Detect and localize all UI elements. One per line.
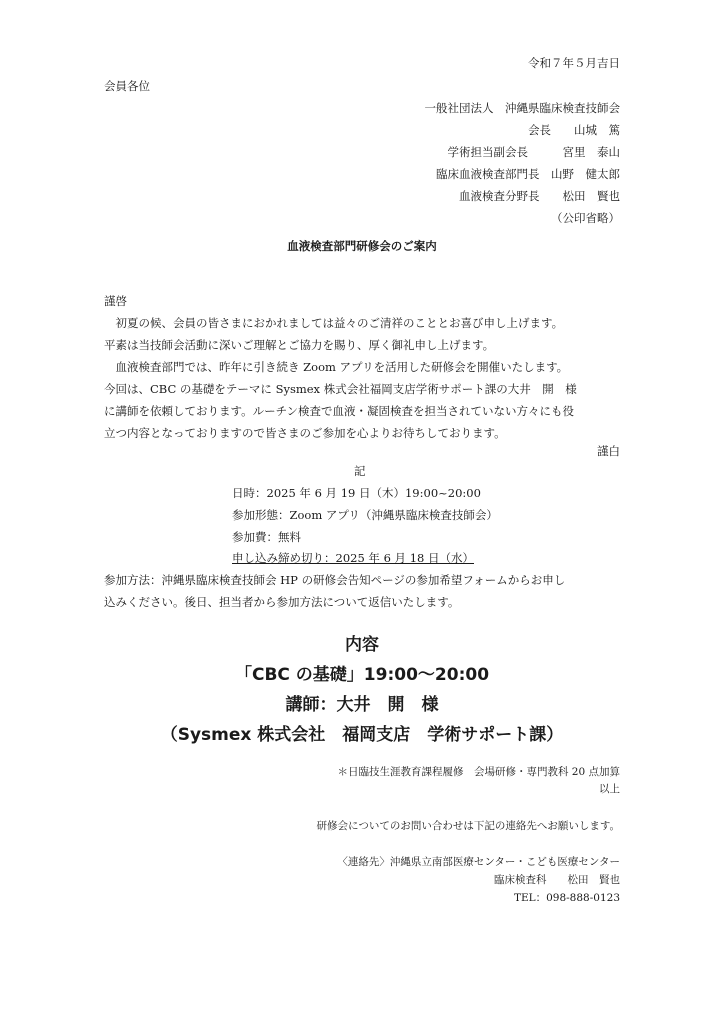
content-session: 「CBC の基礎」19:00〜20:00 bbox=[234, 665, 490, 685]
sender-field-head: 血液検査分野長 松田 賢也 bbox=[459, 189, 620, 203]
content-lecturer: 講師：大井 開 様 bbox=[285, 695, 439, 715]
body-line: 初夏の候、会員の皆さまにおかれましては益々のご清祥のこととお喜び申し上げます。 bbox=[104, 316, 564, 330]
sender-org: 一般社団法人 沖縄県臨床検査技師会 bbox=[424, 101, 620, 115]
credit-note: ＊日臨技生涯教育課程履修 会場研修・専門教科 20 点加算 bbox=[337, 766, 620, 778]
detail-datetime: 日時：2025 年 6 月 19 日（木）19:00~20:00 bbox=[232, 486, 481, 500]
ijo: 以上 bbox=[599, 783, 620, 795]
method-line: 込みください。後日、担当者から参加方法について返信いたします。 bbox=[104, 595, 460, 609]
ki-heading: 記 bbox=[354, 464, 366, 478]
detail-deadline: 申し込み締め切り：2025 年 6 月 18 日（水） bbox=[232, 551, 474, 565]
method-line: 参加方法：沖縄県臨床検査技師会 HP の研修会告知ページの参加希望フォームからお申し bbox=[104, 573, 566, 587]
inquiry-note: 研修会についてのお問い合わせは下記の連絡先へお願いします。 bbox=[316, 820, 620, 832]
content-affiliation: （Sysmex 株式会社 福岡支店 学術サポート課） bbox=[160, 725, 564, 745]
content-heading: 内容 bbox=[345, 635, 379, 655]
body-line: 立つ内容となっておりますので皆さまのご参加を心よりお待ちしております。 bbox=[104, 426, 506, 440]
body-line: 今回は、CBC の基礎をテーマに Sysmex 株式会社福岡支店学術サポート課の大井 開 様 bbox=[104, 382, 577, 396]
contact-tel: TEL：098-888-0123 bbox=[513, 892, 620, 904]
seal-omitted: （公印省略） bbox=[551, 211, 620, 225]
contact-line-1: 〈連絡先〉沖縄県立南部医療センター・こども医療センター bbox=[337, 856, 620, 868]
document-date: 令和７年５月吉日 bbox=[528, 56, 620, 70]
opening-salutation: 謹啓 bbox=[104, 294, 127, 308]
sender-vp: 学術担当副会長 宮里 泰山 bbox=[447, 145, 620, 159]
document-title: 血液検査部門研修会のご案内 bbox=[287, 239, 437, 253]
body-line: に講師を依頼しております。ルーチン検査で血液・凝固検査を担当されていない方々にも役 bbox=[104, 404, 574, 418]
detail-format: 参加形態：Zoom アプリ（沖縄県臨床検査技師会） bbox=[232, 508, 498, 522]
recipient: 会員各位 bbox=[104, 79, 150, 93]
body-line: 血液検査部門では、昨年に引き続き Zoom アプリを活用した研修会を開催いたします。 bbox=[104, 360, 569, 374]
sender-president: 会長 山城 篤 bbox=[528, 123, 620, 137]
detail-fee: 参加費：無料 bbox=[232, 530, 301, 544]
contact-line-2: 臨床検査科 松田 賢也 bbox=[494, 874, 620, 886]
body-line: 平素は当技師会活動に深いご理解とご協力を賜り、厚く御礼申し上げます。 bbox=[104, 338, 495, 352]
closing-salutation: 謹白 bbox=[597, 444, 620, 458]
sender-dept-head: 臨床血液検査部門長 山野 健太郎 bbox=[436, 167, 620, 181]
